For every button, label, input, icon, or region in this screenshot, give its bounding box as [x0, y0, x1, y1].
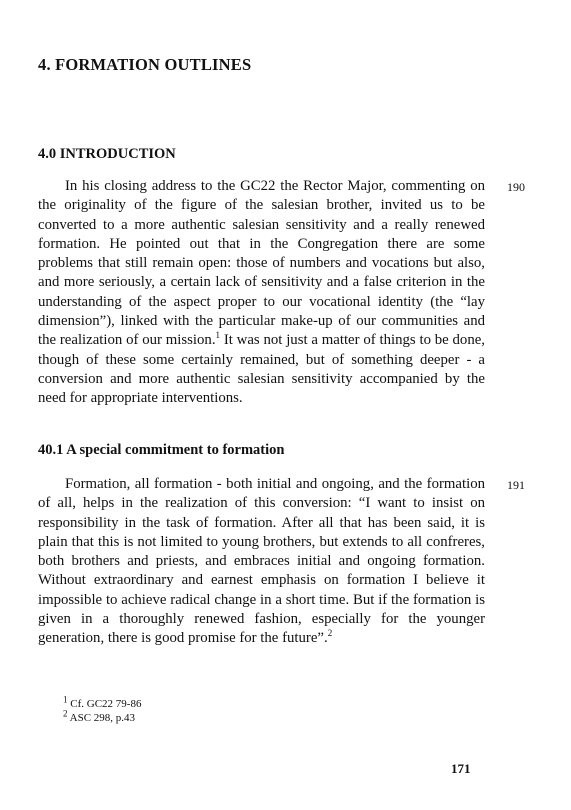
- footnotes: [63, 694, 142, 725]
- introduction-heading: 4.0 INTRODUCTION: [38, 146, 176, 162]
- footnote-ref-2: 2: [327, 628, 333, 639]
- section-40-1-heading: 40.1 A special commitment to formation: [38, 442, 285, 458]
- footnote-text-2: ASC 298, p.43: [69, 712, 136, 724]
- section-40-1-paragraph: [38, 475, 485, 649]
- footnote-ref-1: 1: [215, 330, 221, 341]
- chapter-title: 4. FORMATION OUTLINES: [38, 55, 252, 74]
- footnote-mark-2: 2: [63, 708, 68, 719]
- footnote-2: [63, 708, 141, 725]
- margin-number-190: 190: [507, 180, 525, 194]
- margin-number-191: 191: [507, 478, 525, 492]
- footnote-mark-1: 1: [63, 694, 68, 705]
- section-40-1-text: Formation, all formation - both initial and ongoing, and the formation of all, helps in the realization of this conversion: “I want to insist on responsibility in the task of formation. After all that has been said, it is plain that this is not limited to young brothers, but extends to all confreres, both brothers and priests, and embraces initial and ongoing formation. Without extraordinary and earnest emphasis on formation I believe it impossible to achieve radical change in a short time. But if the formation is given in a thoroughly renewed fashion, especially for the younger generation, there is good promise for the future”.: [38, 476, 485, 647]
- introduction-paragraph: [38, 177, 485, 409]
- introduction-text-1: In his closing address to the GC22 the Rector Major, commenting on the originality of the figure of the salesian brother, invited us to be converted to a more authentic salesian sensitivity and a really renewed formation. He pointed out that in the Congregation there are some problems that still remain open: those of numbers and vocations but also, and more seriously, a certain lack of sensitivity and a false criterion in the understanding of the aspect proper to our vocational identity (the “lay dimension”), linked with the particular make-up of our communities and the realization of our mission.: [38, 178, 485, 349]
- footnote-text-1: Cf. GC22 79-86: [70, 698, 142, 710]
- footnote-1: [63, 694, 142, 711]
- page-number: 171: [451, 761, 471, 776]
- introduction-text-2: It was not just a matter of things to be done, though of these some certainly remained, but of something deeper - a conversion and more authentic salesian sensitivity accompanied by the need for appropriate interventions.: [38, 332, 485, 407]
